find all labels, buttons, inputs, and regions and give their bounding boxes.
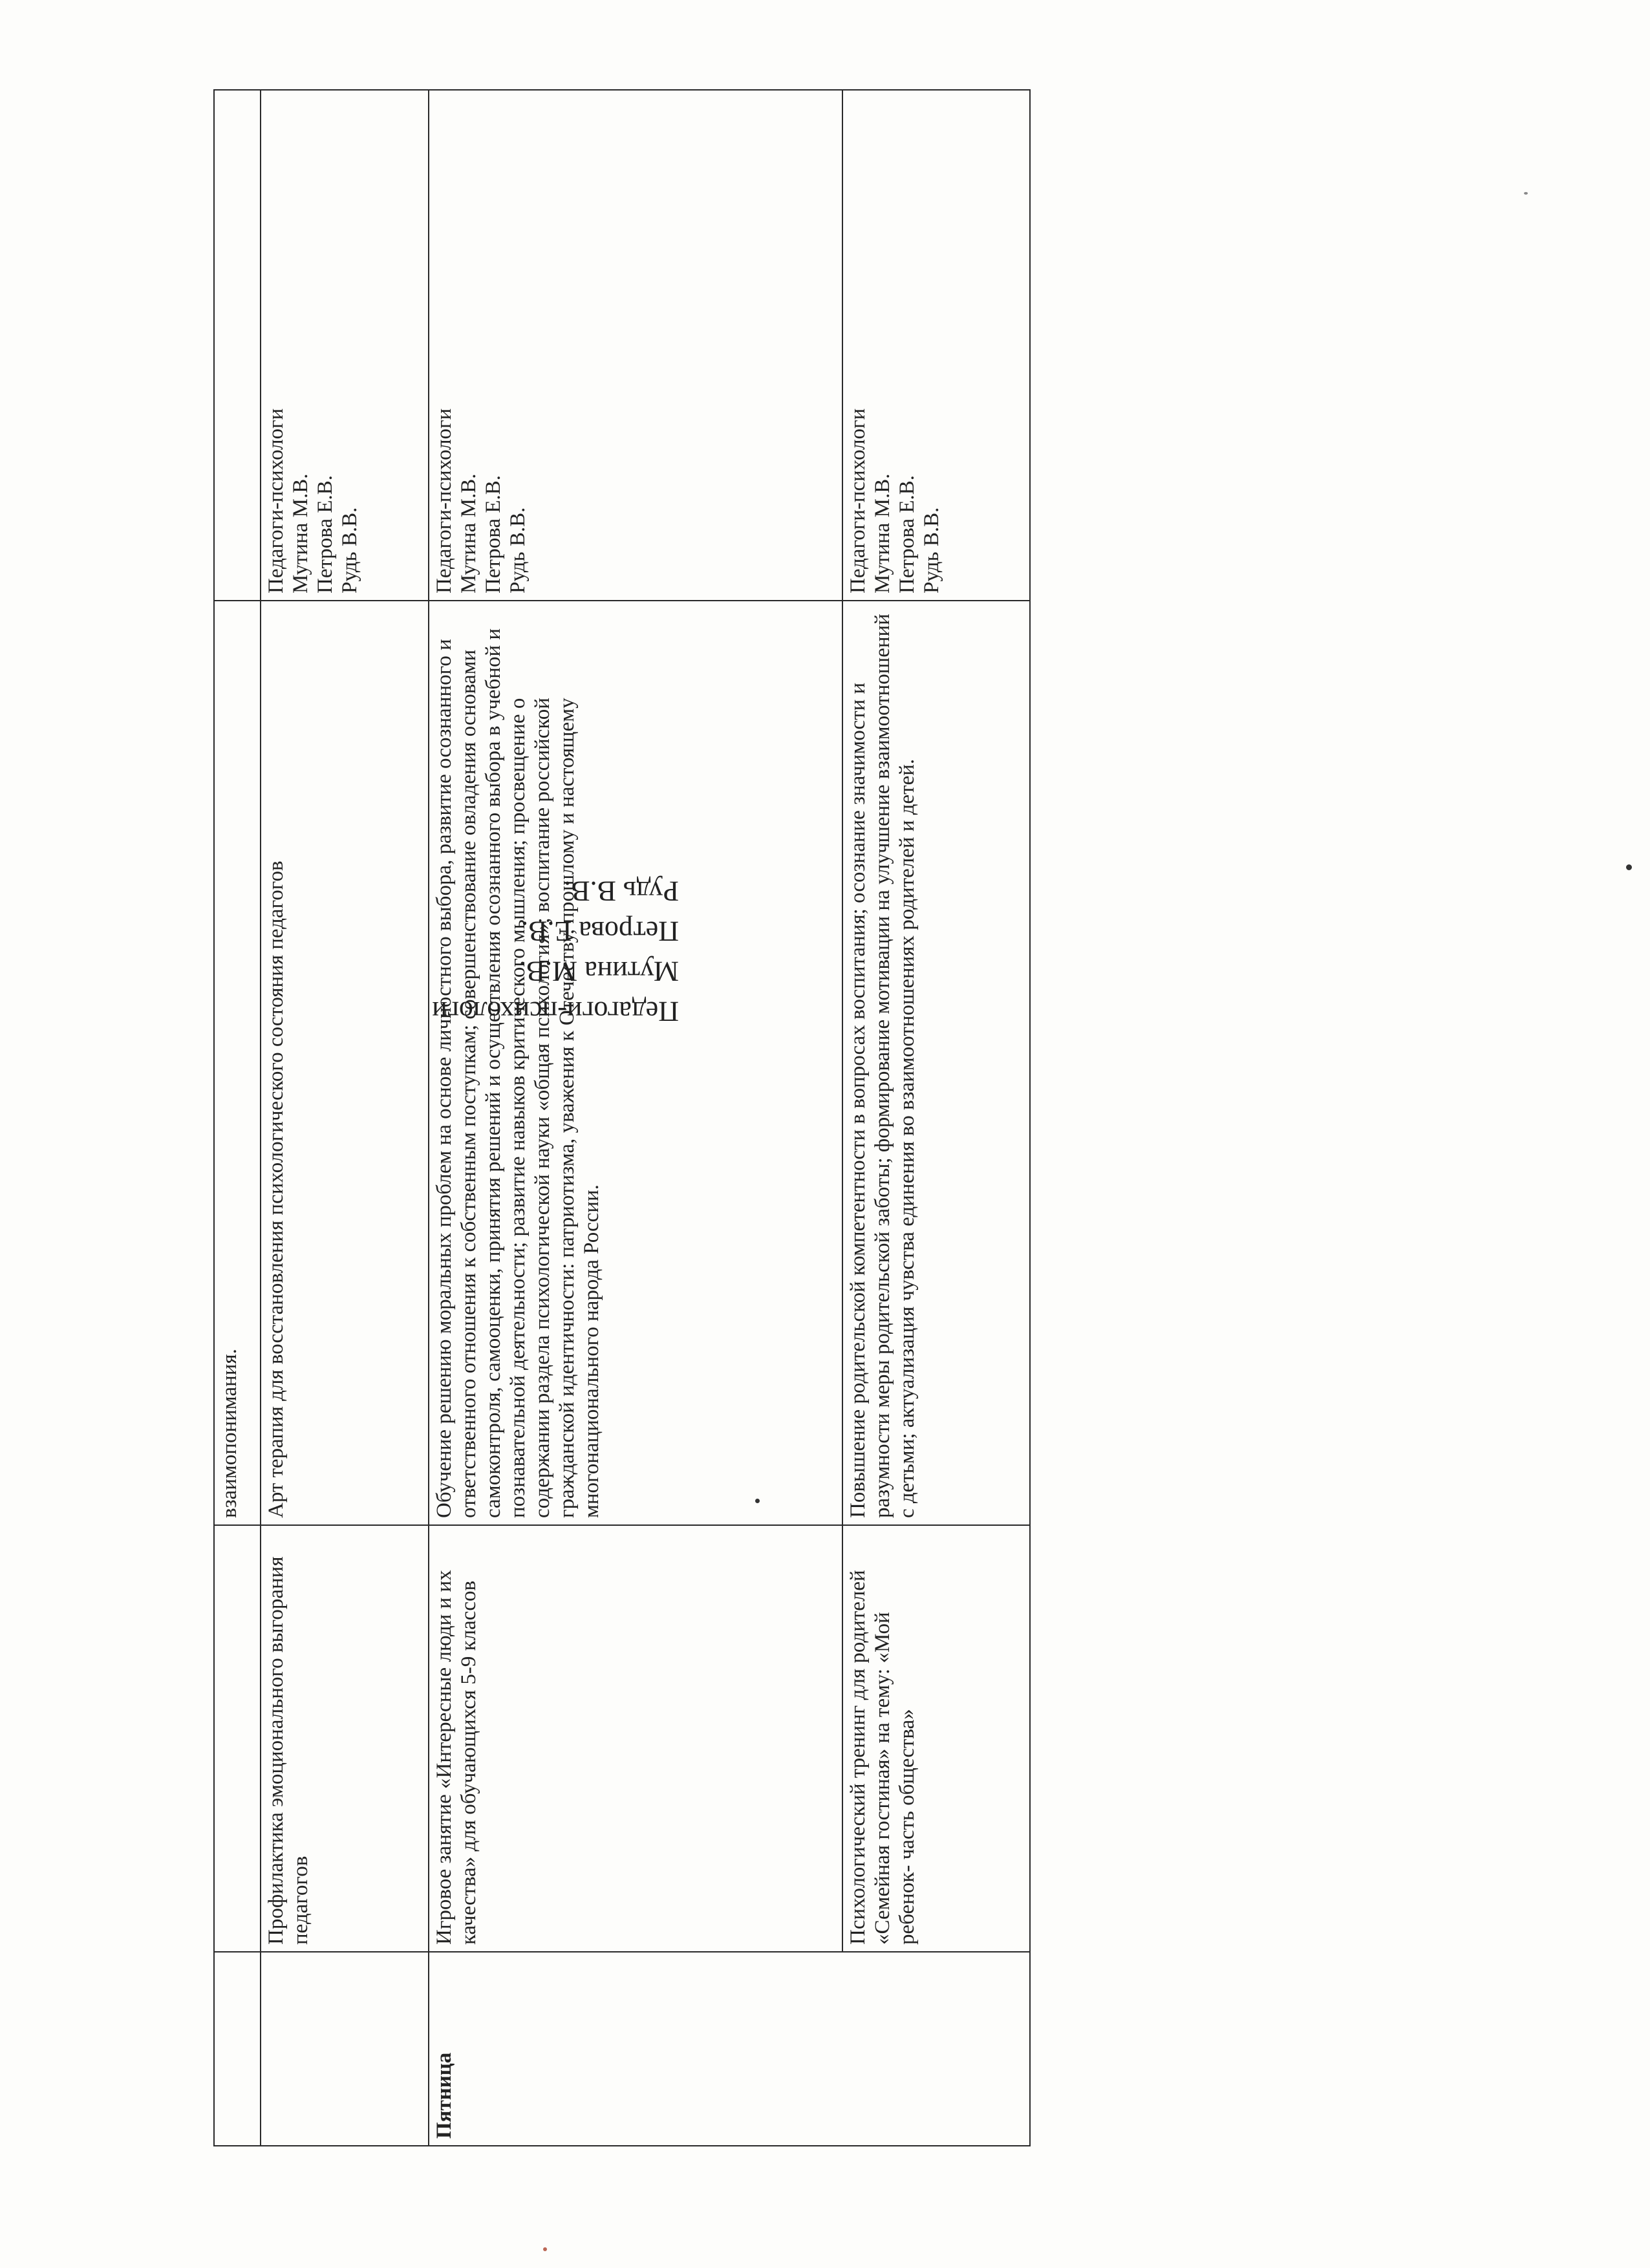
- scan-speck: [1626, 864, 1632, 870]
- signature-name: Петрова Е.В.: [520, 915, 679, 947]
- staff-name: Петрова Е.В.: [314, 475, 337, 594]
- day-cell: Пятница: [429, 1952, 1030, 2146]
- table-cell: [214, 1952, 261, 2146]
- signature-name: Рудь В.В.: [564, 875, 679, 907]
- content-cell: Арт терапия для восстановления психологического состояния педагогов: [261, 601, 429, 1525]
- staff-title: Педагоги-психологи: [846, 408, 870, 594]
- staff-cell: [261, 90, 429, 601]
- event-cell: Профилактика эмоционального выгорания педагогов: [261, 1525, 429, 1952]
- staff-name: Мутина М.В.: [457, 473, 480, 594]
- signature-text: [213, 871, 679, 1031]
- rotated-schedule: [213, 91, 1047, 2146]
- scan-speck: [755, 1499, 760, 1503]
- scan-speck: [1524, 192, 1528, 195]
- staff-name: Рудь В.В.: [338, 507, 361, 594]
- staff-cell: [842, 90, 1030, 601]
- staff-name: Рудь В.В.: [920, 507, 943, 594]
- staff-name: Петрова Е.В.: [482, 475, 505, 594]
- table-cell: [261, 1952, 429, 2146]
- table-row: [261, 90, 429, 2146]
- schedule-table: [213, 89, 1031, 2146]
- content-cell: Повышение родительской компетентности в вопросах воспитания; осознание значимости и разумности меры родительской заботы; формирование мотивации на улучшение взаимоотношений с детьми; актуализация чувства единения во взаимоотношениях родителей и детей.: [842, 601, 1030, 1525]
- staff-name: Рудь В.В.: [506, 507, 530, 594]
- staff-name: Мутина М.В.: [871, 473, 894, 594]
- staff-cell: [429, 90, 842, 601]
- staff-name: Мутина М.В.: [289, 473, 312, 594]
- staff-name: Петрова Е.В.: [895, 475, 919, 594]
- table-cell: [214, 1525, 261, 1952]
- table-row: [214, 90, 261, 2146]
- event-cell: Игровое занятие «Интересные люди и их качества» для обучающихся 5-9 классов: [429, 1525, 842, 1952]
- staff-title: Педагоги-психологи: [264, 408, 288, 594]
- table-row: [429, 90, 842, 2146]
- staff-title: Педагоги-психологи: [433, 408, 456, 594]
- event-cell: Психологический тренинг для родителей «Семейная гостиная» на тему: «Мой ребенок- часть общества»: [842, 1525, 1030, 1952]
- signature-title: Педагоги-психологи: [432, 996, 679, 1027]
- signature-block: [213, 540, 692, 1031]
- table-row: [842, 90, 1030, 2146]
- content-cell: Обучение решению моральных проблем на основе личностного выбора, развитие осознанного и ответственного отношения к собственным поступкам; совершенствование овладения основами самоконтроля, самооценки, принятия решений и осуществления осознанного выбора в учебной и познавательной деятельности; развитие навыков критического мышления; просвещение о содержании раздела психологической науки «общая психология»; воспитание российской гражданской идентичности: патриотизма, уважения к Отечеству, прошлому и настоящему многонационального народа России.: [429, 601, 842, 1525]
- signature-name: Мутина М.В.: [519, 956, 679, 987]
- continuation-text: взаимопонимания.: [214, 601, 261, 1525]
- scan-speck: [543, 2247, 547, 2251]
- table-cell: [214, 90, 261, 601]
